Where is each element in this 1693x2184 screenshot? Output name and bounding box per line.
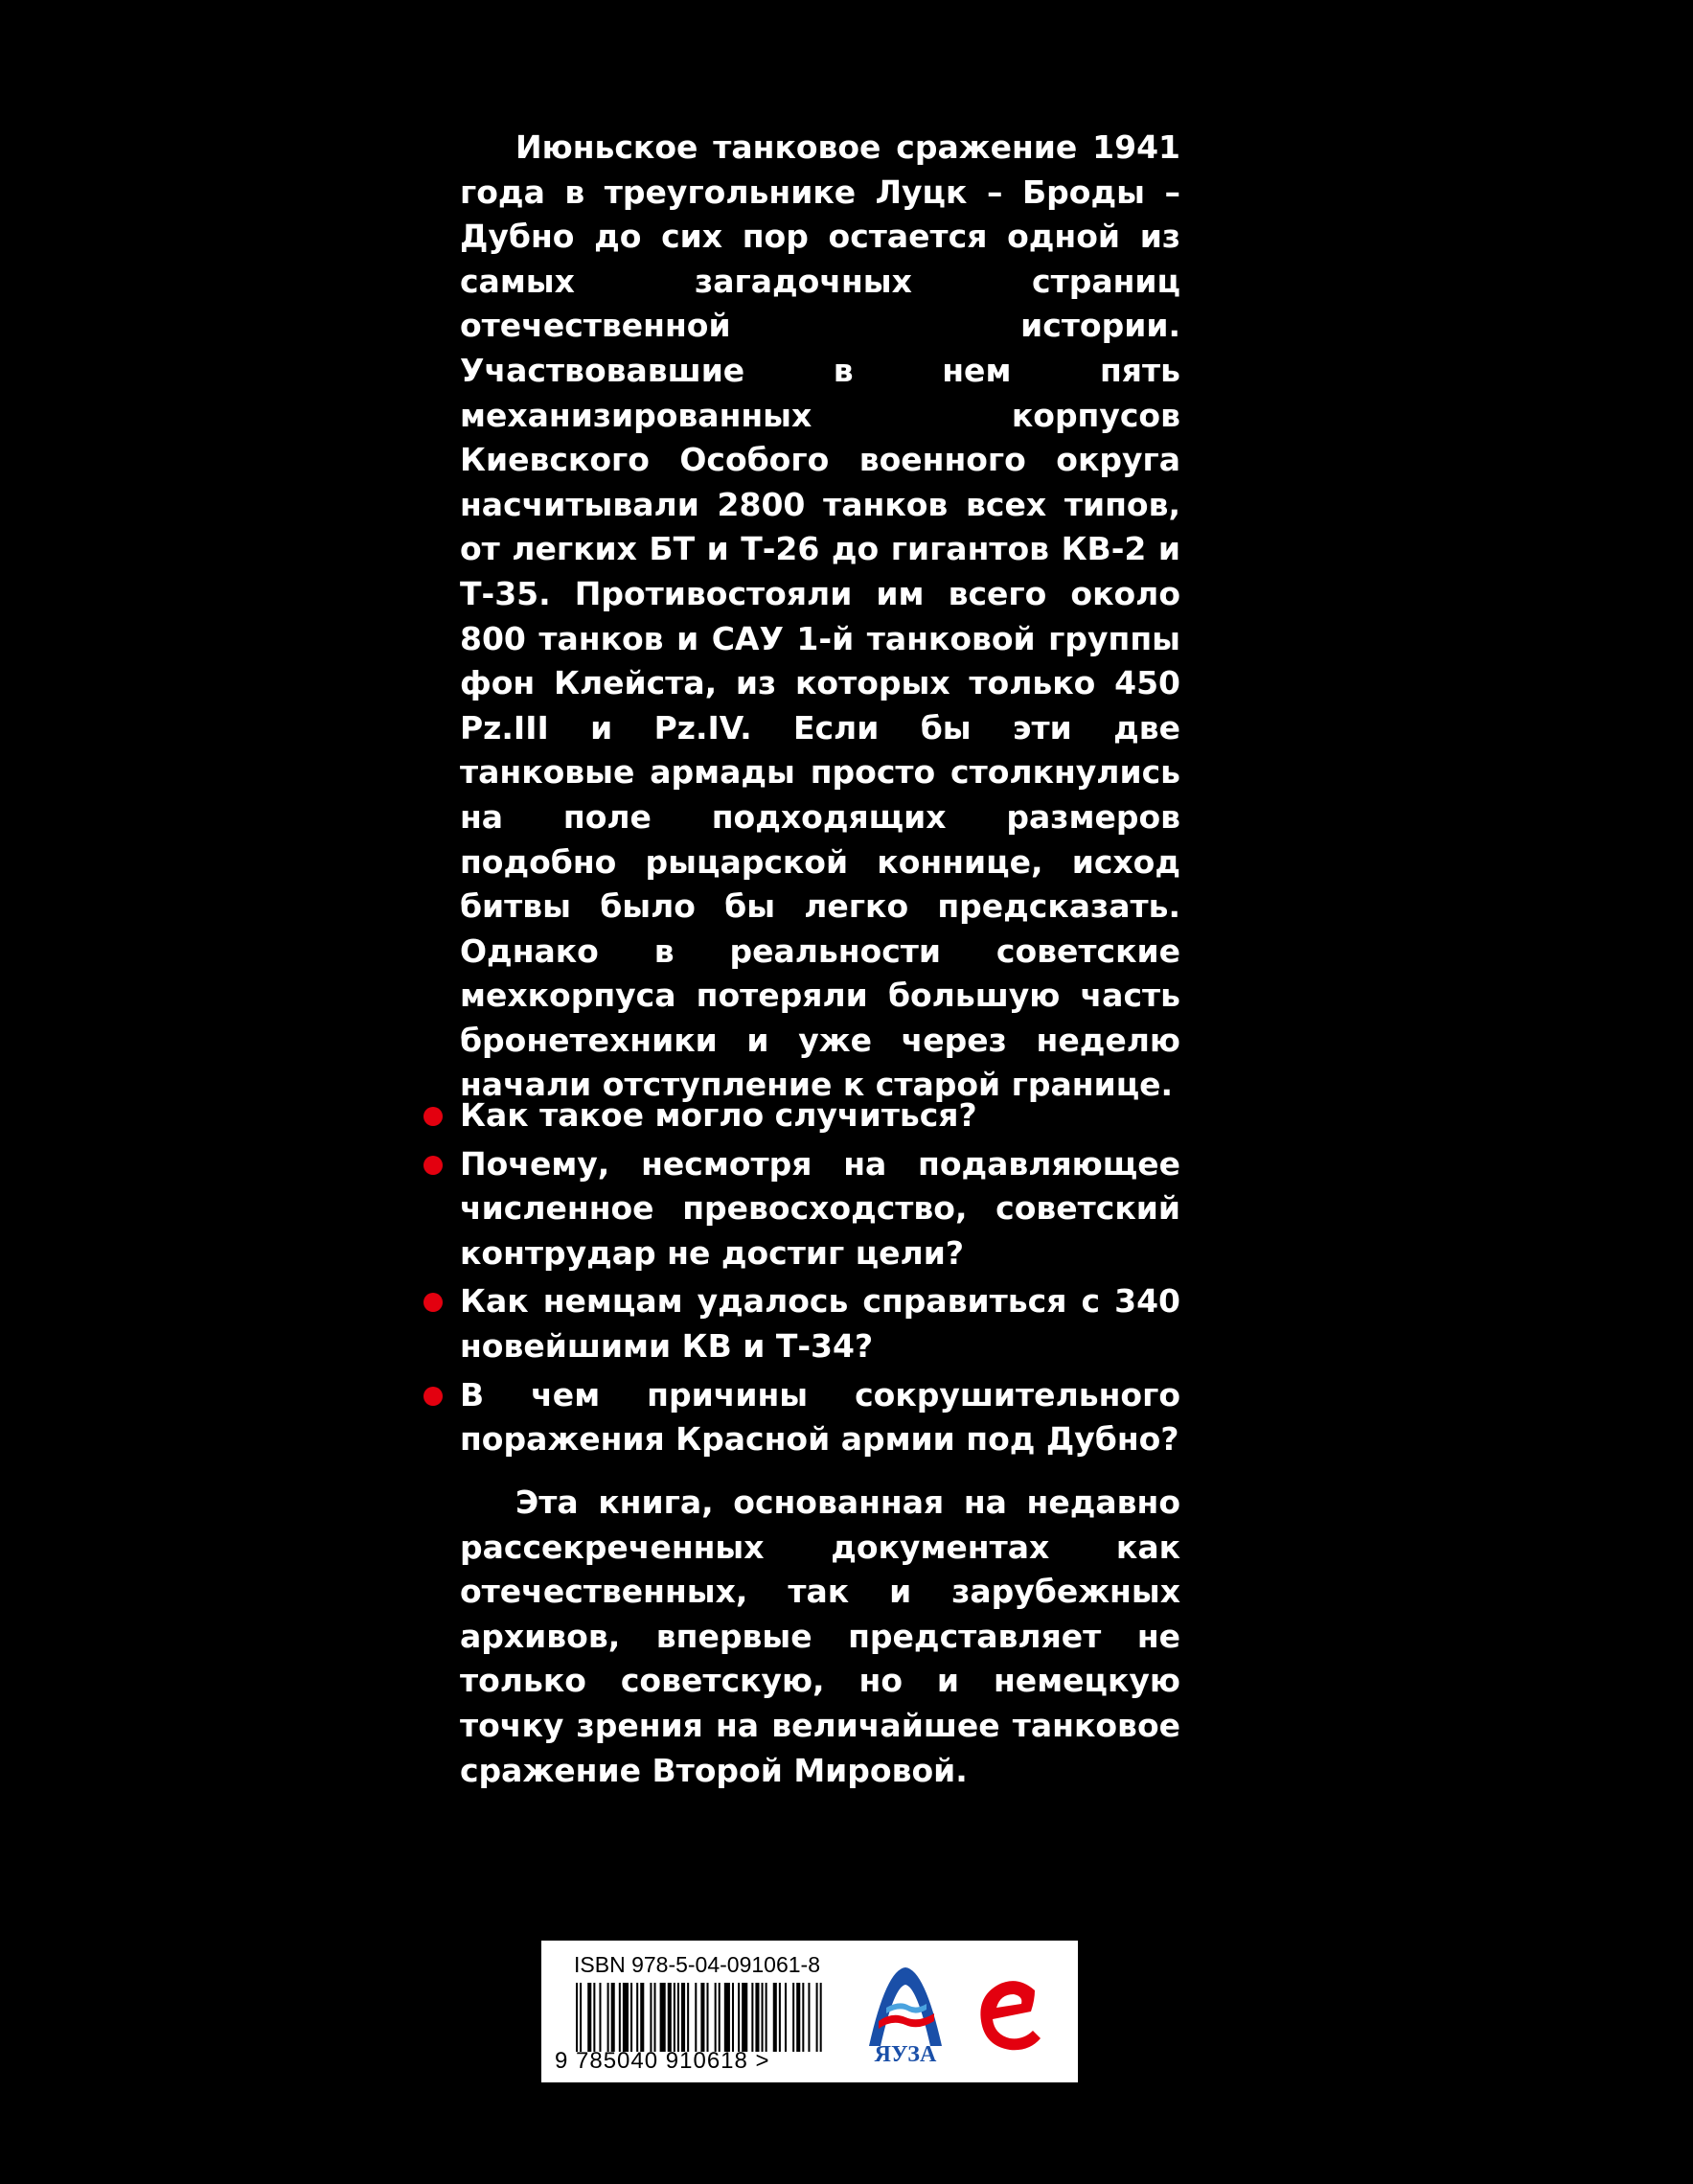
question-text: Почему, несмотря на подавляющее численное превосходство, советский контрудар не достиг цели?	[460, 1144, 1180, 1272]
question-item	[460, 1279, 1180, 1368]
question-list	[460, 1093, 1180, 1466]
question-text: Как немцам удалось справиться с 340 новейшими КВ и Т-34?	[460, 1282, 1180, 1365]
red-bullet-icon	[423, 1107, 443, 1126]
yauza-arch-logo-icon	[858, 1962, 953, 2067]
closing-paragraph: Эта книга, основанная на недавно рассекреченных документах как отечественных, так и зарубежных архивов, впервые представляет не только советскую, но и немецкую точку зрения на величайшее танковое сражение Второй Мировой.	[460, 1483, 1180, 1789]
question-item	[460, 1142, 1180, 1276]
isbn-label: ISBN 978-5-04-091061-8	[574, 1952, 820, 1977]
red-bullet-icon	[423, 1293, 443, 1312]
barcode-digits: 9 785040 910618 >	[555, 2048, 770, 2074]
eksmo-e-logo-icon	[968, 1971, 1054, 2058]
question-text: Как такое могло случиться?	[460, 1096, 977, 1134]
red-bullet-icon	[423, 1156, 443, 1175]
question-text: В чем причины сокрушительного поражения Красной армии под Дубно?	[460, 1375, 1180, 1459]
question-item	[460, 1093, 1180, 1138]
intro-paragraph: Июньское танковое сражение 1941 года в треугольнике Луцк – Броды – Дубно до сих пор остается одной из самых загадочных страниц отечественной истории. Участвовавшие в нем пять механизированных корпусов Киевского Особого военного округа насчитывали 2800 танков всех типов, от легких БТ и Т-26 до гигантов КВ-2 и Т-35. Противостояли им всего около 800 танков и САУ 1-й танковой группы фон Клейста, из которых только 450 Pz.III и Pz.IV. Если бы эти две танковые армады просто столкнулись на поле подходящих размеров подобно рыцарской коннице, исход битвы было бы легко предсказать. Однако в реальности советские мехкорпуса потеряли большую часть бронетехники и уже через неделю начали отступление к старой границе.	[460, 128, 1180, 1104]
barcode-icon	[576, 1983, 829, 2052]
yauza-logo-text: ЯУЗА	[874, 2042, 937, 2067]
intro-section	[460, 126, 1180, 1108]
red-bullet-icon	[423, 1387, 443, 1406]
question-item	[460, 1373, 1180, 1462]
closing-section	[460, 1481, 1180, 1793]
isbn-panel	[541, 1941, 1078, 2082]
